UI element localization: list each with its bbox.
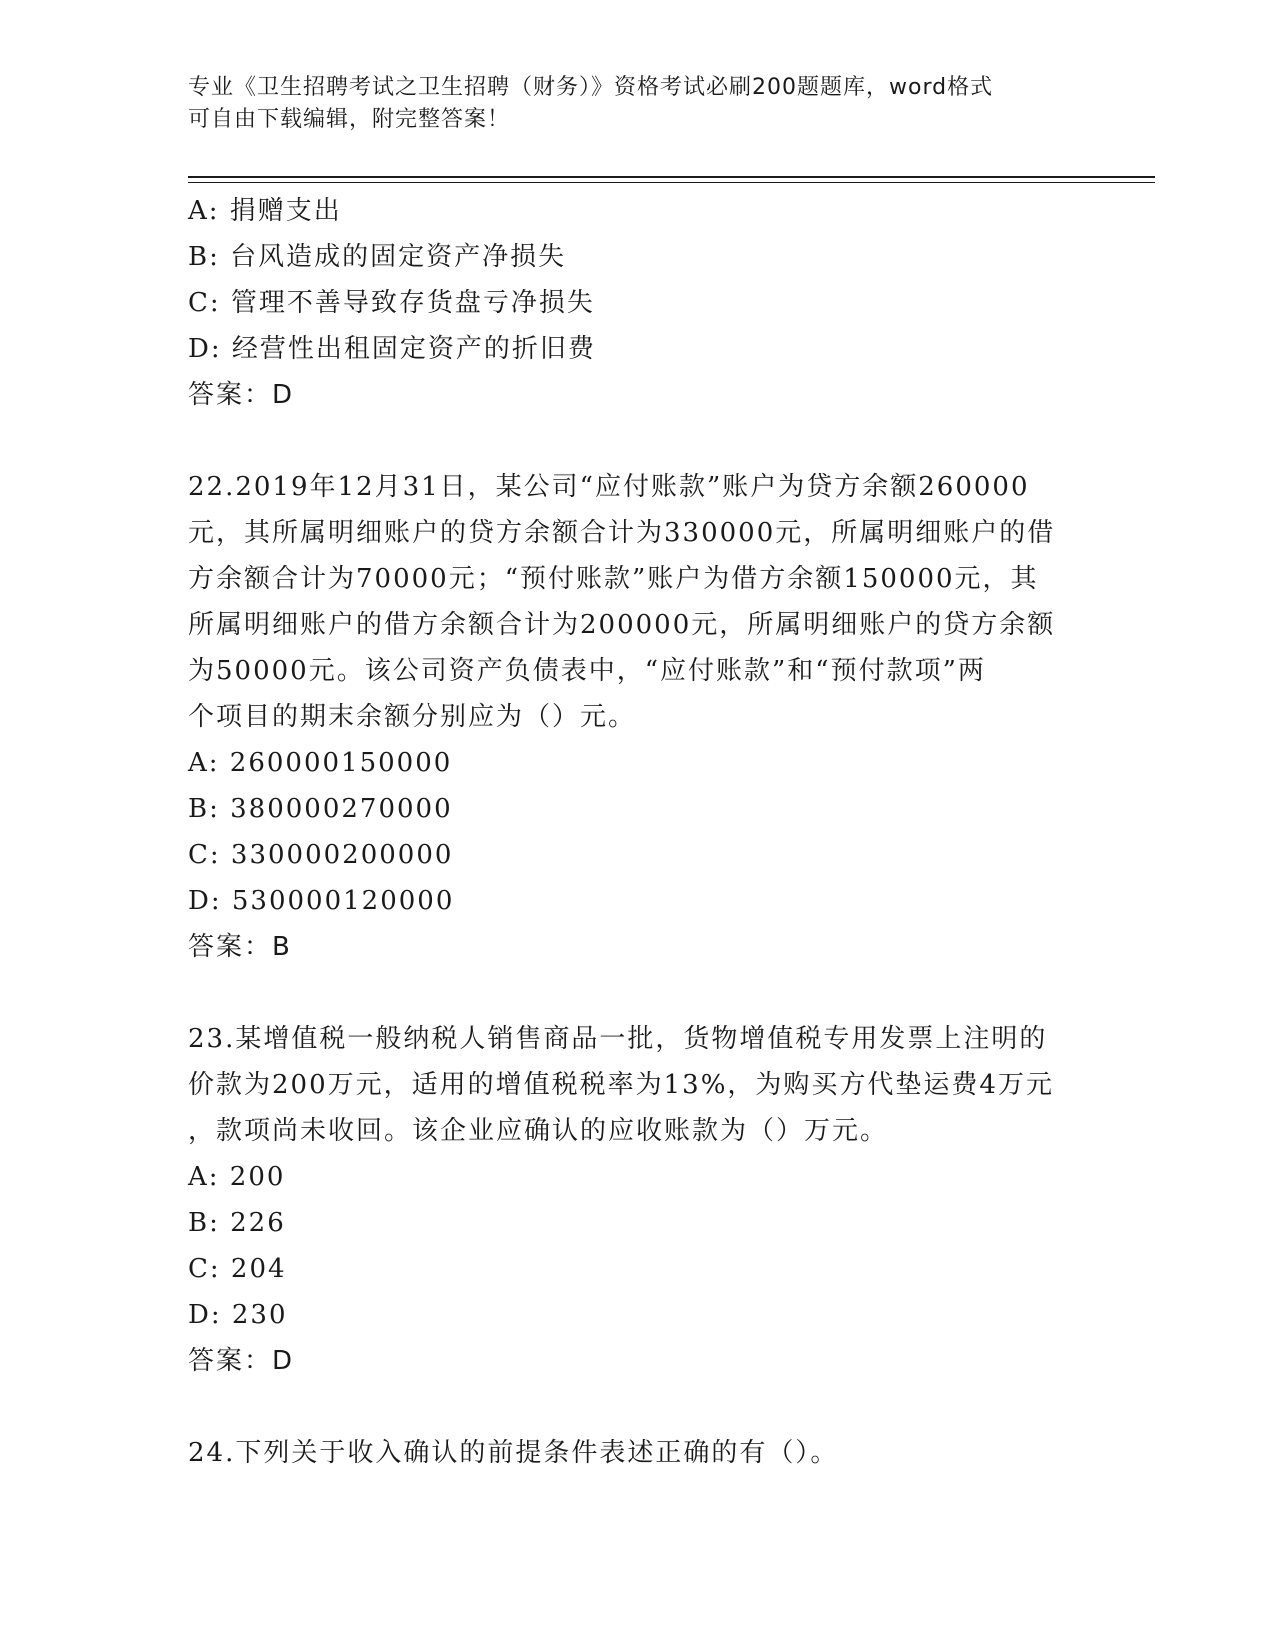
question-text-line: 价款为200万元，适用的增值税税率为13%，为购买方代垫运费4万元 xyxy=(188,1070,1054,1100)
option-a: A: 捐赠支出 xyxy=(188,196,342,226)
option-c: C: 204 xyxy=(188,1254,287,1284)
option-d: D: 530000120000 xyxy=(188,886,455,916)
option-d: D: 230 xyxy=(188,1300,288,1330)
question-spacer xyxy=(188,418,1088,464)
question-list xyxy=(188,188,1088,1476)
option-a: A: 260000150000 xyxy=(188,748,453,778)
question-text-line: 方余额合计为70000元；“预付账款”账户为借方余额150000元，其 xyxy=(188,564,1039,594)
option-a: A: 200 xyxy=(188,1162,286,1192)
question-spacer xyxy=(188,1384,1088,1430)
question-23 xyxy=(188,1016,1088,1384)
question-text-line: 22.2019年12月31日，某公司“应付账款”账户为贷方余额260000 xyxy=(188,472,1030,502)
header-title-line-1: 专业《卫生招聘考试之卫生招聘（财务）》资格考试必刷200题题库，word格式 xyxy=(188,75,994,100)
question-text-line: 为50000元。该公司资产负债表中，“应付账款”和“预付款项”两 xyxy=(188,656,986,686)
question-text-line: 23.某增值税一般纳税人销售商品一批，货物增值税专用发票上注明的 xyxy=(188,1024,1048,1054)
option-b: B: 台风造成的固定资产净损失 xyxy=(188,242,567,272)
question-22 xyxy=(188,464,1088,970)
header-divider-thick xyxy=(188,176,1155,178)
question-text-line: ，款项尚未收回。该企业应确认的应收账款为（）万元。 xyxy=(188,1116,889,1146)
option-c: C: 管理不善导致存货盘亏净损失 xyxy=(188,288,595,318)
answer-label: 答案：D xyxy=(188,380,295,410)
option-c: C: 330000200000 xyxy=(188,840,454,870)
question-text-line: 所属明细账户的借方余额合计为200000元，所属明细账户的贷方余额 xyxy=(188,610,1056,640)
option-d: D: 经营性出租固定资产的折旧费 xyxy=(188,334,596,364)
header-divider-thin xyxy=(188,182,1155,183)
option-b: B: 226 xyxy=(188,1208,286,1238)
question-text-line: 元，其所属明细账户的贷方余额合计为330000元，所属明细账户的借 xyxy=(188,518,1056,548)
header-title-line-2: 可自由下载编辑，附完整答案！ xyxy=(188,107,511,132)
answer-label: 答案：B xyxy=(188,932,292,962)
question-24 xyxy=(188,1430,1088,1476)
document-header xyxy=(188,72,1068,136)
question-spacer xyxy=(188,970,1088,1016)
question-text-line: 24.下列关于收入确认的前提条件表述正确的有（）。 xyxy=(188,1438,839,1468)
question-text-line: 个项目的期末余额分别应为（）元。 xyxy=(188,702,637,732)
answer-label: 答案：D xyxy=(188,1346,295,1376)
question-21 xyxy=(188,188,1088,418)
option-b: B: 380000270000 xyxy=(188,794,453,824)
